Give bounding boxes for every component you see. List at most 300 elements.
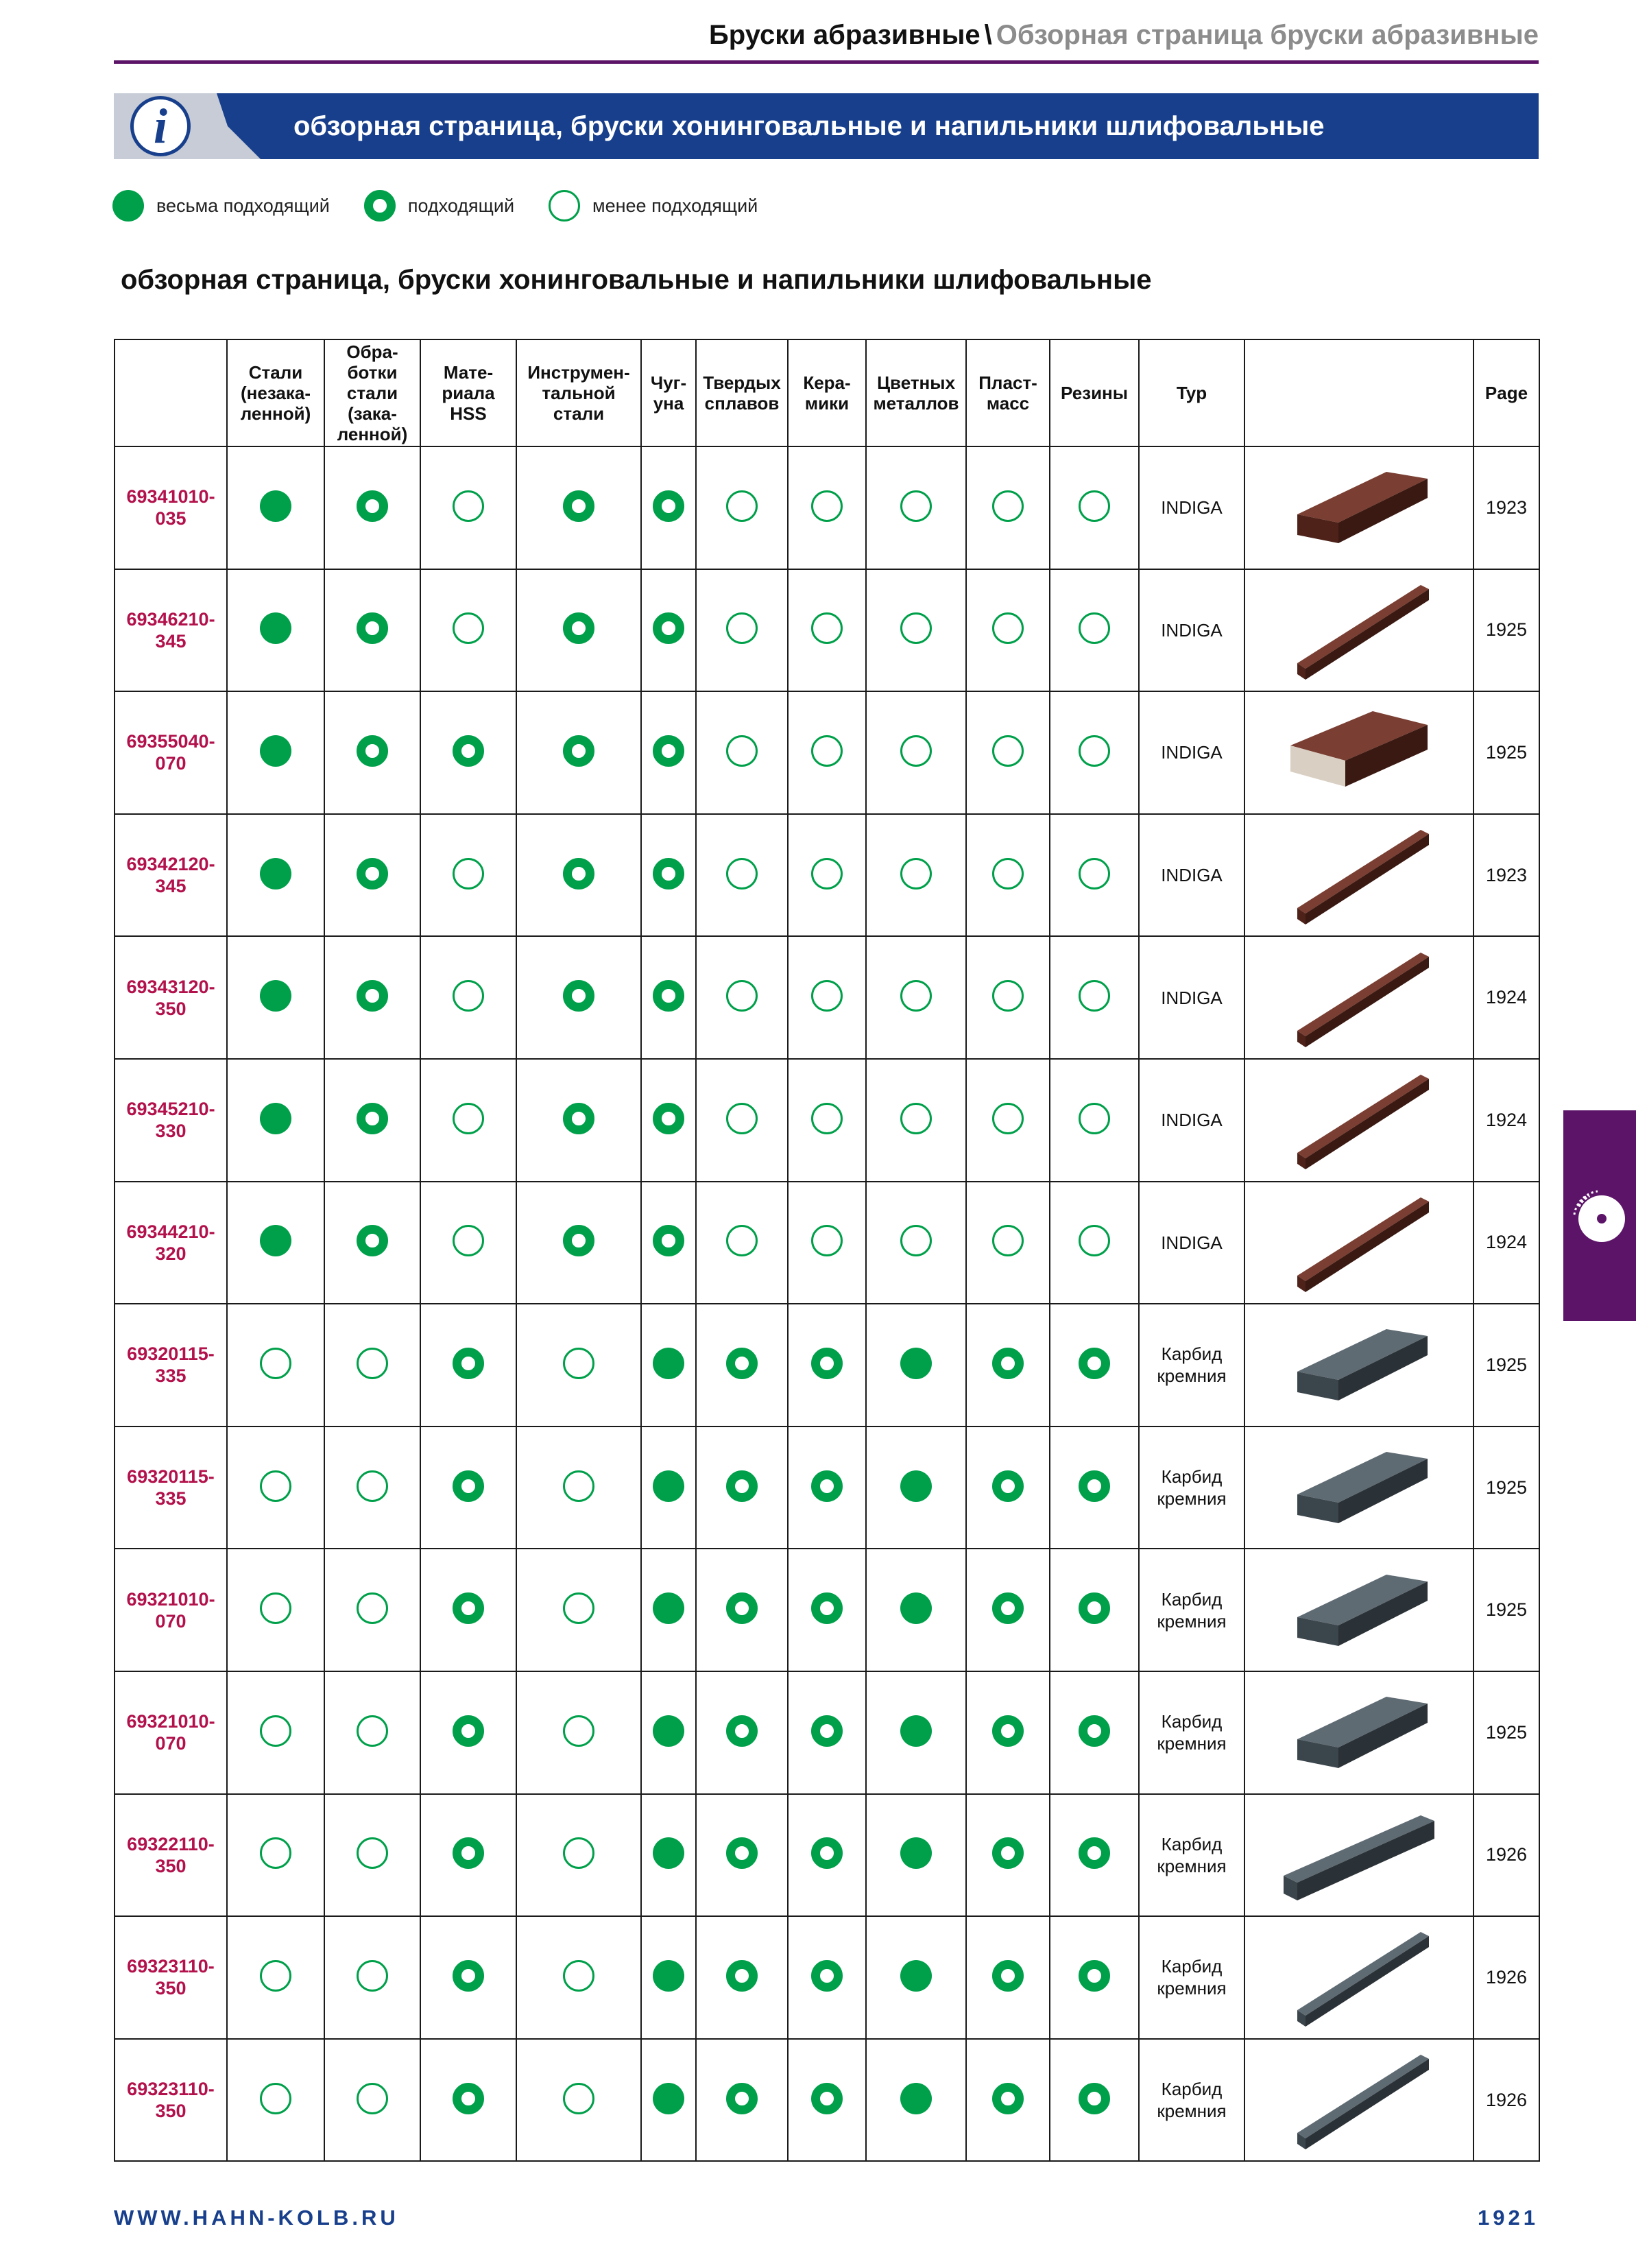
ring-dot-icon (726, 1837, 758, 1869)
rating-cell-hss (420, 2039, 516, 2162)
header-image (1244, 339, 1473, 446)
empty-dot-icon (726, 612, 758, 644)
rating-cell-plastics (966, 1304, 1050, 1427)
rating-cell-hss (420, 1427, 516, 1549)
ring-dot-icon (453, 1715, 484, 1747)
rating-cell-rubber (1050, 1427, 1139, 1549)
empty-dot-icon (357, 1837, 388, 1869)
page-ref-cell[interactable]: 1924 (1473, 1182, 1539, 1304)
ring-dot-icon (992, 1960, 1024, 1992)
article-number-cell[interactable] (115, 2039, 227, 2162)
rating-cell-nonferrous (866, 1427, 966, 1549)
ring-dot-icon (453, 1348, 484, 1379)
rating-cell-steel-unhardened (227, 1427, 324, 1549)
rating-cell-ceramics (788, 1671, 866, 1794)
article-number-part2: 345 (155, 630, 187, 652)
rating-cell-steel-hardened (324, 1549, 420, 1671)
page-ref-cell[interactable]: 1925 (1473, 691, 1539, 814)
article-number-part2: 350 (155, 998, 187, 1019)
rating-cell-carbide (696, 1794, 788, 1917)
table-row (115, 446, 1539, 569)
rating-cell-carbide (696, 814, 788, 937)
empty-dot-icon (357, 2083, 388, 2114)
full-dot-icon (260, 980, 291, 1012)
type-line2: кремния (1157, 1365, 1227, 1387)
rating-cell-steel-hardened (324, 1059, 420, 1182)
article-number-part1: 69323110- (127, 1956, 215, 1977)
ring-dot-icon (563, 612, 594, 644)
article-number-cell[interactable] (115, 936, 227, 1059)
section-title: обзорная страница, бруски хонинговальные и напильники шлифовальные (121, 265, 1152, 295)
full-dot-icon (260, 1225, 291, 1256)
rating-cell-rubber (1050, 1916, 1139, 2039)
empty-dot-icon (811, 1225, 843, 1256)
rating-cell-cast-iron (641, 1304, 696, 1427)
article-number-part2: 320 (155, 1243, 187, 1264)
article-number-cell[interactable] (115, 814, 227, 937)
category-side-tab[interactable] (1563, 1110, 1636, 1321)
product-image-cell (1244, 1304, 1473, 1427)
type-cell (1139, 1916, 1244, 2039)
empty-dot-icon (563, 1837, 594, 1869)
product-image-cell (1244, 2039, 1473, 2162)
ring-dot-icon (811, 1348, 843, 1379)
rating-cell-steel-unhardened (227, 1182, 324, 1304)
legend-label: менее подходящий (592, 195, 758, 216)
type-cell (1139, 1794, 1244, 1917)
type-line1: INDIGA (1161, 1110, 1223, 1131)
rating-cell-plastics (966, 814, 1050, 937)
ring-dot-icon (992, 1592, 1024, 1624)
empty-dot-icon (726, 1103, 758, 1134)
grinding-disc-icon (1572, 1189, 1628, 1245)
ring-dot-icon (563, 980, 594, 1012)
article-number-cell[interactable] (115, 1794, 227, 1917)
ring-dot-icon (811, 1837, 843, 1869)
full-dot-icon (900, 1715, 932, 1747)
rating-cell-nonferrous (866, 1304, 966, 1427)
ring-dot-icon (364, 190, 396, 222)
rating-cell-cast-iron (641, 1671, 696, 1794)
ring-dot-icon (357, 612, 388, 644)
rating-cell-ceramics (788, 569, 866, 692)
article-number-part2: 345 (155, 876, 187, 897)
empty-dot-icon (260, 1960, 291, 1992)
type-cell (1139, 936, 1244, 1059)
article-number-cell[interactable] (115, 446, 227, 569)
page-ref-cell[interactable]: 1924 (1473, 936, 1539, 1059)
full-dot-icon (900, 1470, 932, 1502)
info-icon (130, 96, 191, 156)
empty-dot-icon (992, 612, 1024, 644)
article-number-cell[interactable] (115, 1427, 227, 1549)
rating-cell-tool-steel (516, 1059, 641, 1182)
rating-cell-steel-hardened (324, 2039, 420, 2162)
full-dot-icon (260, 858, 291, 890)
page-ref-cell[interactable]: 1925 (1473, 1671, 1539, 1794)
article-number-part2: 070 (155, 753, 187, 774)
rating-cell-steel-unhardened (227, 1304, 324, 1427)
ring-dot-icon (726, 1470, 758, 1502)
ring-dot-icon (453, 1470, 484, 1502)
type-cell (1139, 446, 1244, 569)
legend-item-very-suitable (112, 190, 330, 222)
rating-cell-nonferrous (866, 936, 966, 1059)
article-number-cell[interactable] (115, 569, 227, 692)
rating-cell-tool-steel (516, 446, 641, 569)
ring-dot-icon (357, 980, 388, 1012)
type-line1: INDIGA (1161, 619, 1223, 641)
full-dot-icon (653, 1470, 684, 1502)
rating-cell-tool-steel (516, 1182, 641, 1304)
empty-dot-icon (811, 1103, 843, 1134)
ring-dot-icon (357, 1225, 388, 1256)
ring-dot-icon (726, 1715, 758, 1747)
rating-cell-plastics (966, 1549, 1050, 1671)
rating-cell-steel-hardened (324, 1794, 420, 1917)
rating-cell-cast-iron (641, 2039, 696, 2162)
brown-block-stone-icon (1270, 453, 1448, 562)
page-ref-cell[interactable]: 1923 (1473, 814, 1539, 937)
page-ref-cell[interactable]: 1926 (1473, 1916, 1539, 2039)
empty-dot-icon (1079, 735, 1110, 767)
rating-cell-tool-steel (516, 2039, 641, 2162)
article-number-part1: 69344210- (126, 1221, 215, 1242)
article-number-part1: 69355040- (126, 731, 215, 752)
full-dot-icon (900, 1348, 932, 1379)
header-type: Typ (1139, 339, 1244, 446)
empty-dot-icon (453, 980, 484, 1012)
type-cell (1139, 691, 1244, 814)
full-dot-icon (900, 1592, 932, 1624)
rating-cell-steel-unhardened (227, 1549, 324, 1671)
rating-cell-ceramics (788, 2039, 866, 2162)
header-hss: Мате-риала HSS (420, 339, 516, 446)
article-number-cell[interactable] (115, 691, 227, 814)
article-number-cell[interactable] (115, 1916, 227, 2039)
rating-cell-tool-steel (516, 1549, 641, 1671)
rating-cell-plastics (966, 569, 1050, 692)
empty-dot-icon (811, 490, 843, 522)
rating-cell-cast-iron (641, 1427, 696, 1549)
ring-dot-icon (563, 1225, 594, 1256)
rating-cell-carbide (696, 569, 788, 692)
empty-dot-icon (992, 1225, 1024, 1256)
rating-cell-tool-steel (516, 1916, 641, 2039)
page-header (0, 18, 1539, 52)
ring-dot-icon (453, 1592, 484, 1624)
rating-cell-plastics (966, 1671, 1050, 1794)
empty-dot-icon (453, 1225, 484, 1256)
article-number-part1: 69320115- (127, 1344, 215, 1365)
rating-cell-carbide (696, 1182, 788, 1304)
empty-dot-icon (563, 1715, 594, 1747)
rating-cell-steel-hardened (324, 569, 420, 692)
type-line1: INDIGA (1161, 497, 1223, 518)
empty-dot-icon (811, 612, 843, 644)
page-ref-cell[interactable]: 1926 (1473, 2039, 1539, 2162)
table-row (115, 1182, 1539, 1304)
rating-cell-rubber (1050, 691, 1139, 814)
ring-dot-icon (811, 1960, 843, 1992)
ring-dot-icon (1079, 1592, 1110, 1624)
grey-block-stone-icon (1270, 1678, 1448, 1787)
rating-cell-cast-iron (641, 814, 696, 937)
empty-dot-icon (900, 858, 932, 890)
grey-block-stone-icon (1270, 1433, 1448, 1542)
article-number-cell[interactable] (115, 1549, 227, 1671)
full-dot-icon (900, 2083, 932, 2114)
overview-table (114, 339, 1540, 2162)
product-image-cell (1244, 1794, 1473, 1917)
product-image-cell (1244, 1182, 1473, 1304)
type-line1: Карбид (1161, 2079, 1223, 2100)
ring-dot-icon (653, 1225, 684, 1256)
article-number-part1: 69322110- (127, 1833, 215, 1854)
legend-item-less-suitable (549, 190, 758, 222)
rating-cell-hss (420, 1304, 516, 1427)
empty-dot-icon (726, 490, 758, 522)
header-tool-steel: Инструмен-тальной стали (516, 339, 641, 446)
page-ref-cell[interactable]: 1926 (1473, 1794, 1539, 1917)
rating-cell-steel-hardened (324, 1916, 420, 2039)
header-rubber: Резины (1050, 339, 1139, 446)
ring-dot-icon (1079, 2083, 1110, 2114)
ring-dot-icon (992, 1348, 1024, 1379)
article-number-cell[interactable] (115, 1304, 227, 1427)
full-dot-icon (260, 735, 291, 767)
rating-cell-plastics (966, 2039, 1050, 2162)
rating-cell-steel-hardened (324, 1671, 420, 1794)
rating-cell-nonferrous (866, 1549, 966, 1671)
rating-cell-nonferrous (866, 1794, 966, 1917)
empty-dot-icon (563, 1960, 594, 1992)
type-cell (1139, 814, 1244, 937)
empty-dot-icon (357, 1348, 388, 1379)
rating-cell-cast-iron (641, 1182, 696, 1304)
empty-dot-icon (260, 2083, 291, 2114)
header-divider (114, 60, 1539, 64)
ring-dot-icon (726, 1592, 758, 1624)
rating-cell-tool-steel (516, 1794, 641, 1917)
full-dot-icon (653, 1348, 684, 1379)
ring-dot-icon (1079, 1715, 1110, 1747)
article-number-part1: 69343120- (126, 976, 215, 997)
product-image-cell (1244, 1549, 1473, 1671)
empty-dot-icon (726, 980, 758, 1012)
rating-cell-plastics (966, 1059, 1050, 1182)
type-cell (1139, 1059, 1244, 1182)
header-main-title: Бруски абразивные (709, 20, 981, 50)
article-number-cell[interactable] (115, 1671, 227, 1794)
rating-cell-carbide (696, 1916, 788, 2039)
empty-dot-icon (260, 1592, 291, 1624)
header-page: Page (1473, 339, 1539, 446)
rating-cell-steel-unhardened (227, 446, 324, 569)
empty-dot-icon (900, 1103, 932, 1134)
rating-cell-carbide (696, 691, 788, 814)
rating-cell-steel-unhardened (227, 1059, 324, 1182)
article-number-part1: 69341010- (126, 486, 215, 508)
ring-dot-icon (811, 1470, 843, 1502)
rating-cell-plastics (966, 446, 1050, 569)
brown-stick-stone-icon (1270, 943, 1448, 1053)
ring-dot-icon (653, 858, 684, 890)
rating-cell-steel-unhardened (227, 2039, 324, 2162)
ring-dot-icon (653, 1103, 684, 1134)
type-line1: Карбид (1161, 1833, 1223, 1854)
article-number-part2: 035 (155, 508, 187, 529)
brown-stick-stone-icon (1270, 575, 1448, 685)
type-line1: INDIGA (1161, 742, 1223, 763)
rating-cell-steel-unhardened (227, 1794, 324, 1917)
rating-cell-nonferrous (866, 446, 966, 569)
rating-cell-rubber (1050, 1059, 1139, 1182)
info-icon-letter: i (153, 99, 167, 154)
table-row (115, 1671, 1539, 1794)
page-ref-cell[interactable]: 1925 (1473, 569, 1539, 692)
ring-dot-icon (992, 1715, 1024, 1747)
rating-cell-nonferrous (866, 2039, 966, 2162)
empty-dot-icon (357, 1592, 388, 1624)
rating-cell-nonferrous (866, 569, 966, 692)
empty-dot-icon (260, 1715, 291, 1747)
ring-dot-icon (653, 735, 684, 767)
header-separator: \ (984, 20, 992, 50)
brown-stick-stone-icon (1270, 1065, 1448, 1175)
type-line1: INDIGA (1161, 865, 1223, 886)
empty-dot-icon (726, 858, 758, 890)
ring-dot-icon (453, 1837, 484, 1869)
ring-dot-icon (357, 735, 388, 767)
table-row (115, 1059, 1539, 1182)
rating-cell-hss (420, 446, 516, 569)
rating-cell-steel-hardened (324, 936, 420, 1059)
rating-cell-tool-steel (516, 1304, 641, 1427)
rating-cell-carbide (696, 1427, 788, 1549)
ring-dot-icon (453, 735, 484, 767)
rating-cell-plastics (966, 1182, 1050, 1304)
empty-dot-icon (726, 1225, 758, 1256)
rating-cell-steel-unhardened (227, 814, 324, 937)
article-number-part2: 350 (155, 1978, 187, 1999)
article-number-part2: 335 (155, 1488, 187, 1509)
empty-dot-icon (357, 1715, 388, 1747)
article-number-part2: 330 (155, 1121, 187, 1142)
rating-cell-cast-iron (641, 691, 696, 814)
rating-cell-cast-iron (641, 569, 696, 692)
footer-website[interactable]: WWW.HAHN-KOLB.RU (114, 2206, 399, 2230)
empty-dot-icon (453, 490, 484, 522)
type-cell (1139, 1671, 1244, 1794)
article-number-cell[interactable] (115, 1059, 227, 1182)
ring-dot-icon (811, 2083, 843, 2114)
product-image-cell (1244, 1671, 1473, 1794)
product-image-cell (1244, 814, 1473, 937)
page-ref-cell[interactable]: 1923 (1473, 446, 1539, 569)
article-number-part1: 69320115- (127, 1466, 215, 1488)
rating-cell-ceramics (788, 1916, 866, 2039)
page-ref-cell[interactable]: 1925 (1473, 1549, 1539, 1671)
rating-cell-plastics (966, 1794, 1050, 1917)
rating-cell-steel-unhardened (227, 691, 324, 814)
rating-cell-rubber (1050, 1671, 1139, 1794)
grey-block-stone-icon (1270, 1310, 1448, 1420)
type-line2: кремния (1157, 2101, 1227, 2122)
article-number-part1: 69342120- (126, 854, 215, 875)
rating-cell-ceramics (788, 1549, 866, 1671)
article-number-part1: 69346210- (126, 608, 215, 630)
rating-cell-ceramics (788, 1182, 866, 1304)
page-ref-cell[interactable]: 1924 (1473, 1059, 1539, 1182)
rating-cell-tool-steel (516, 814, 641, 937)
product-image-cell (1244, 569, 1473, 692)
type-line1: Карбид (1161, 1466, 1223, 1488)
empty-dot-icon (357, 1960, 388, 1992)
rating-cell-nonferrous (866, 691, 966, 814)
empty-dot-icon (563, 1348, 594, 1379)
page-ref-cell[interactable]: 1925 (1473, 1427, 1539, 1549)
rating-cell-steel-unhardened (227, 1916, 324, 2039)
rating-cell-steel-unhardened (227, 569, 324, 692)
full-dot-icon (653, 1837, 684, 1869)
page-ref-cell[interactable]: 1925 (1473, 1304, 1539, 1427)
table-row (115, 569, 1539, 692)
rating-cell-rubber (1050, 814, 1139, 937)
full-dot-icon (260, 1103, 291, 1134)
rating-cell-cast-iron (641, 1794, 696, 1917)
info-banner (114, 93, 1539, 159)
empty-dot-icon (1079, 1225, 1110, 1256)
type-cell (1139, 1182, 1244, 1304)
rating-cell-hss (420, 691, 516, 814)
ring-dot-icon (453, 1960, 484, 1992)
empty-dot-icon (900, 1225, 932, 1256)
rating-cell-hss (420, 936, 516, 1059)
article-number-cell[interactable] (115, 1182, 227, 1304)
ring-dot-icon (453, 2083, 484, 2114)
brown-stick-stone-icon (1270, 1188, 1448, 1298)
full-dot-icon (653, 2083, 684, 2114)
type-line2: кремния (1157, 1978, 1227, 1999)
ring-dot-icon (563, 1103, 594, 1134)
ring-dot-icon (726, 2083, 758, 2114)
empty-dot-icon (563, 1470, 594, 1502)
empty-dot-icon (260, 1470, 291, 1502)
rating-cell-carbide (696, 1671, 788, 1794)
ring-dot-icon (653, 980, 684, 1012)
rating-cell-hss (420, 1671, 516, 1794)
rating-cell-cast-iron (641, 1916, 696, 2039)
empty-dot-icon (1079, 858, 1110, 890)
rating-cell-nonferrous (866, 1671, 966, 1794)
empty-dot-icon (260, 1348, 291, 1379)
empty-dot-icon (811, 858, 843, 890)
rating-cell-tool-steel (516, 1427, 641, 1549)
empty-dot-icon (1079, 1103, 1110, 1134)
empty-dot-icon (900, 612, 932, 644)
ring-dot-icon (563, 490, 594, 522)
rating-cell-nonferrous (866, 1182, 966, 1304)
rating-cell-ceramics (788, 1794, 866, 1917)
product-image-cell (1244, 691, 1473, 814)
table-row (115, 814, 1539, 937)
article-number-part1: 69321010- (126, 1711, 215, 1732)
rating-cell-plastics (966, 936, 1050, 1059)
type-line2: кремния (1157, 1855, 1227, 1876)
banner-title: обзорная страница, бруски хонинговальные и напильники шлифовальные (293, 111, 1325, 141)
ring-dot-icon (726, 1348, 758, 1379)
